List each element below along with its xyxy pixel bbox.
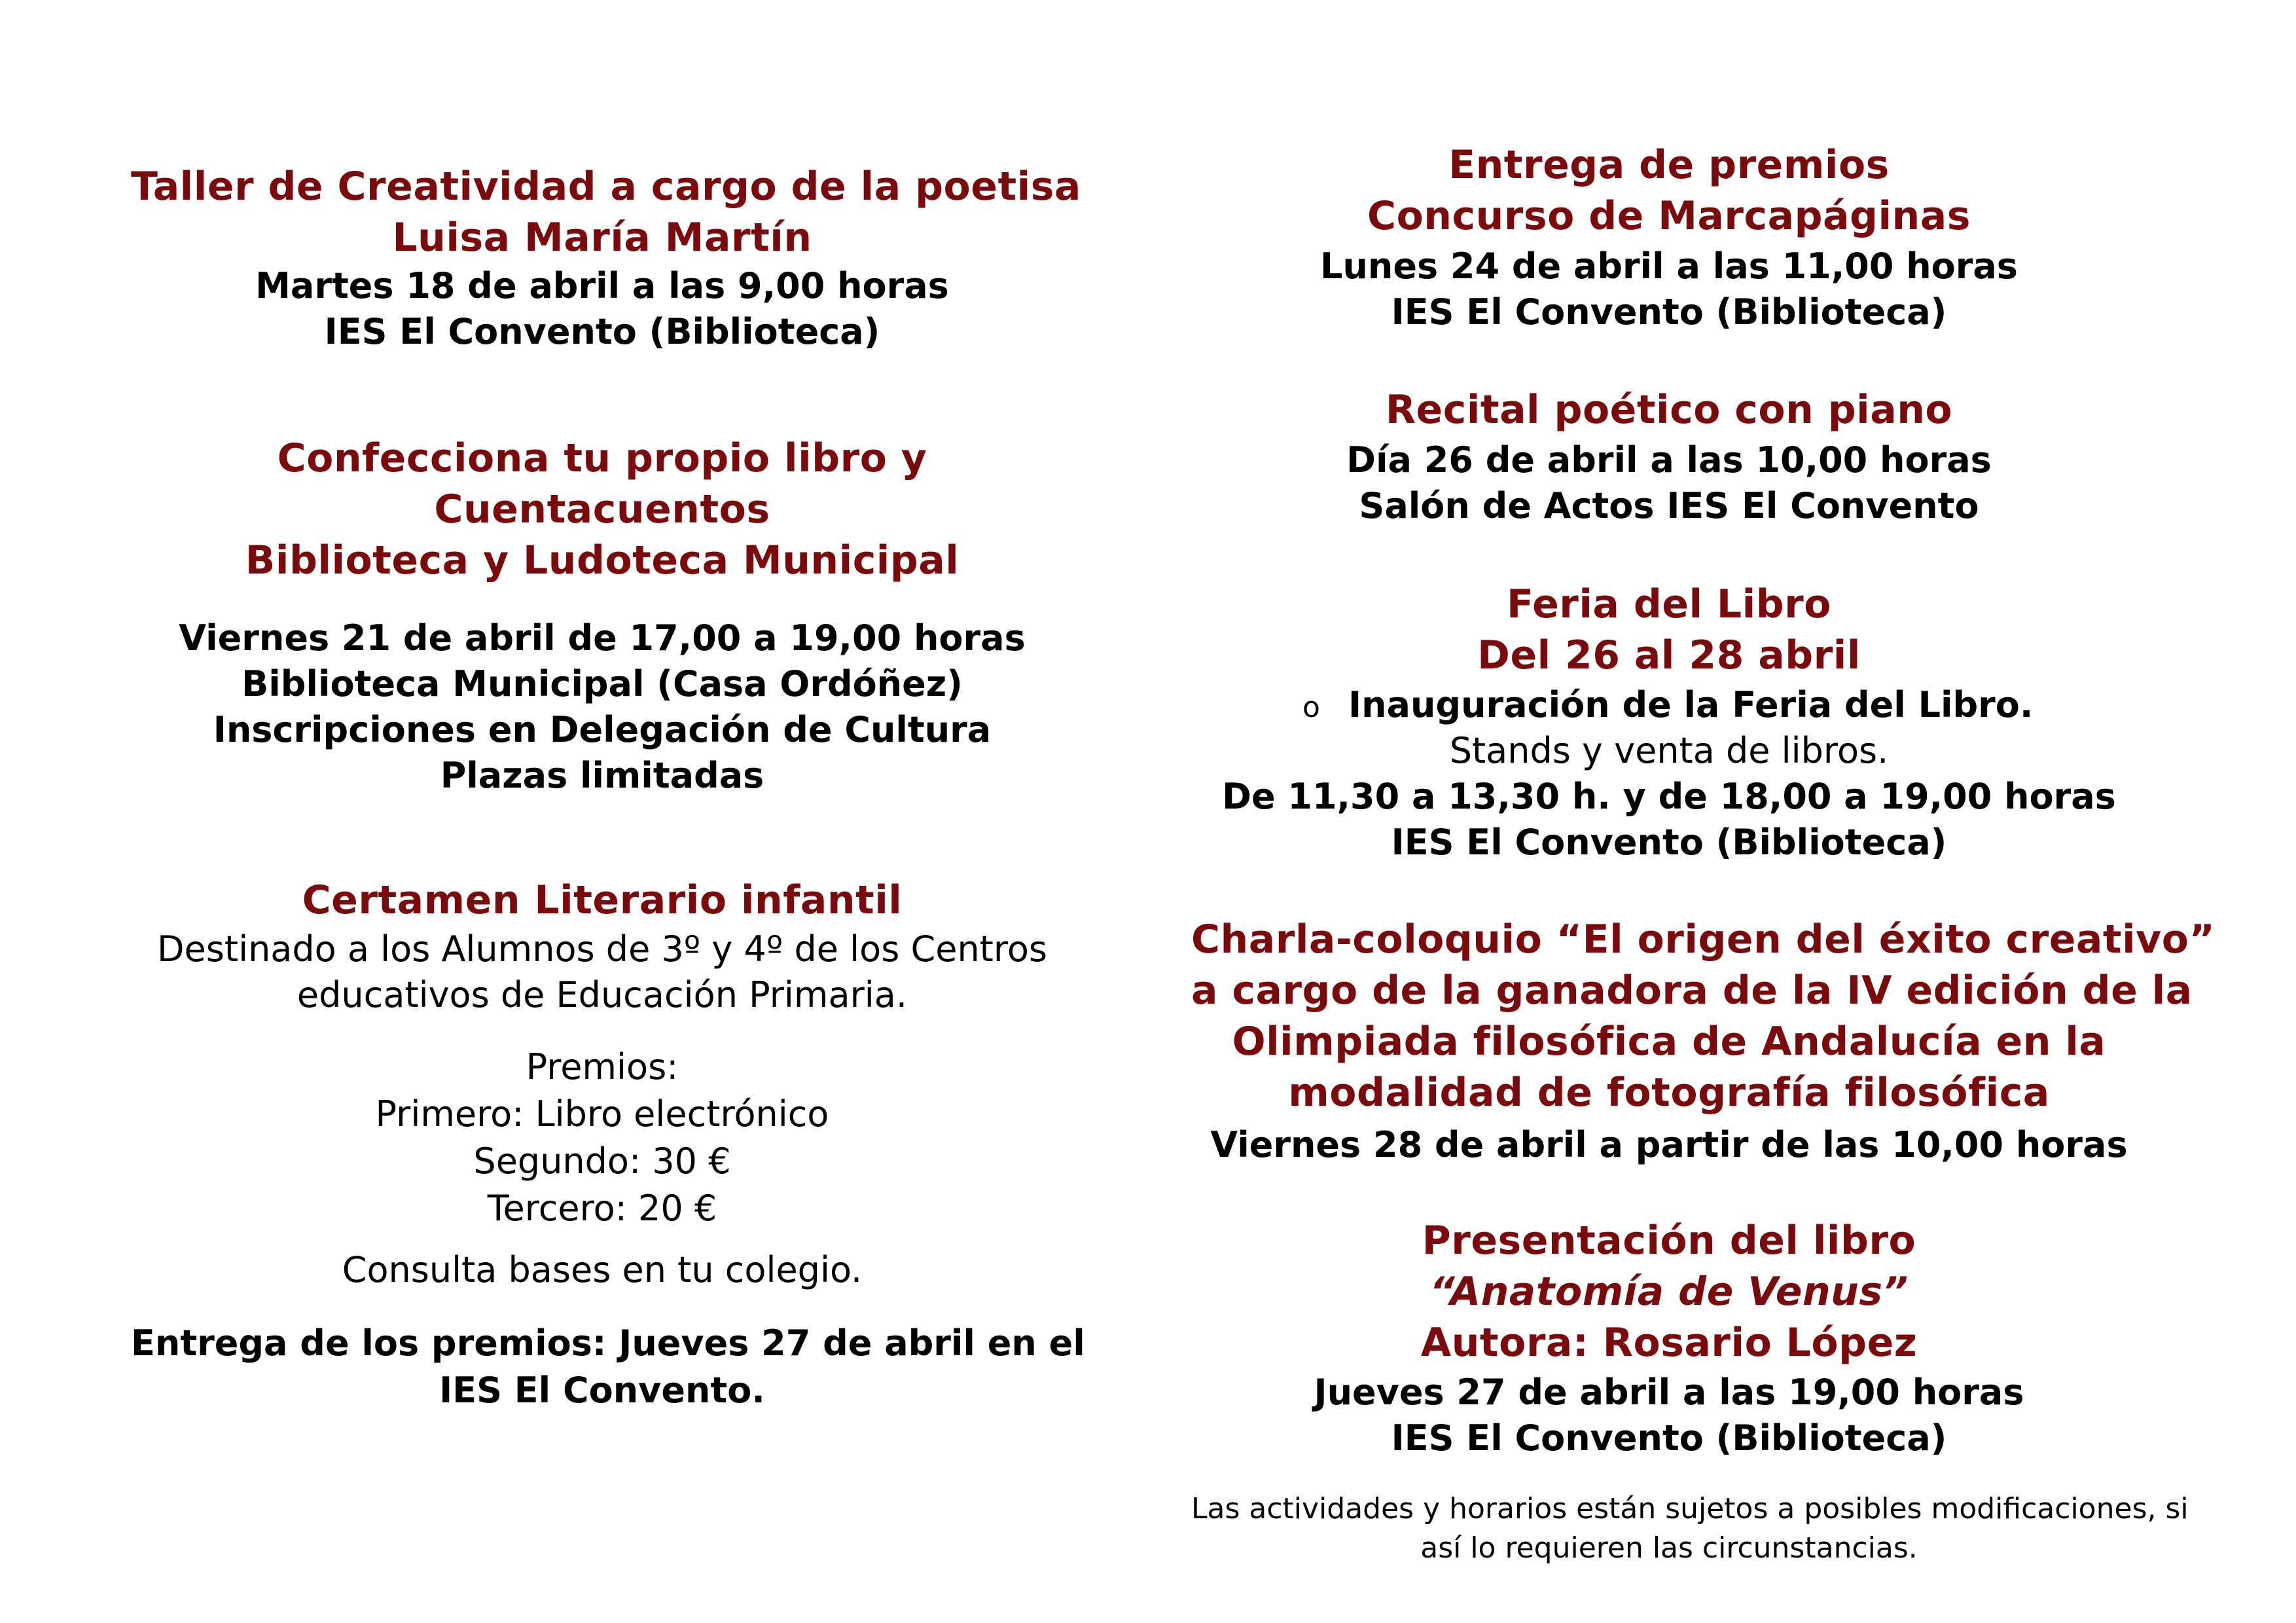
recital-date: Día 26 de abril a las 10,00 horas <box>1346 439 1992 481</box>
recital-place: Salón de Actos IES El Convento <box>1359 485 1979 526</box>
confecciona-date: Viernes 21 de abril de 17,00 a 19,00 horas <box>179 617 1026 659</box>
charla-title-line-1: Charla-coloquio “El origen del éxito creativo” <box>1191 917 2215 962</box>
disclaimer-line-2: así lo requieren las circunstancias. <box>1420 1531 1918 1565</box>
certamen-prize-3: Tercero: 20 € <box>487 1188 717 1229</box>
feria-item-text: Inauguración de la Feria del Libro. <box>1348 684 2034 725</box>
feria-stands: Stands y venta de libros. <box>1449 730 1889 771</box>
entrega-place: IES El Convento (Biblioteca) <box>1391 291 1947 333</box>
feria-place: IES El Convento (Biblioteca) <box>1391 822 1947 863</box>
certamen-description-line-1: Destinado a los Alumnos de 3º y 4º de los Centros <box>156 928 1048 970</box>
feria-title-line-1: Feria del Libro <box>1507 581 1831 627</box>
bullet-icon: o <box>1302 691 1320 724</box>
charla-title-line-2: a cargo de la ganadora de la IV edición de la <box>1191 968 2193 1013</box>
presentacion-title-line-3: Autora: Rosario López <box>1420 1320 1918 1366</box>
taller-place: IES El Convento (Biblioteca) <box>324 311 880 352</box>
presentacion-title-line-1: Presentación del libro <box>1422 1218 1916 1264</box>
presentacion-date: Jueves 27 de abril a las 19,00 horas <box>1314 1372 2024 1413</box>
disclaimer-line-1: Las actividades y horarios están sujetos a posibles modificaciones, si <box>1191 1492 2189 1525</box>
certamen-title: Certamen Literario infantil <box>302 877 903 923</box>
charla-title-line-4: modalidad de fotografía filosófica <box>1288 1070 2050 1116</box>
entrega-date: Lunes 24 de abril a las 11,00 horas <box>1320 246 2018 287</box>
certamen-award-line-2: IES El Convento. <box>439 1370 765 1411</box>
certamen-prize-1: Primero: Libro electrónico <box>375 1093 829 1135</box>
left-column <box>131 0 1085 1623</box>
taller-date: Martes 18 de abril a las 9,00 horas <box>255 265 949 306</box>
confecciona-title-line-1: Confecciona tu propio libro y <box>277 435 927 481</box>
presentacion-title-line-2: “Anatomía de Venus” <box>1429 1269 1909 1315</box>
entrega-title-line-1: Entrega de premios <box>1448 142 1890 188</box>
certamen-prize-2: Segundo: 30 € <box>473 1140 731 1182</box>
right-column <box>1191 0 2215 1623</box>
presentacion-place: IES El Convento (Biblioteca) <box>1391 1417 1947 1459</box>
taller-title-line-1: Taller de Creatividad a cargo de la poetisa <box>131 164 1081 210</box>
recital-title: Recital poético con piano <box>1385 387 1953 433</box>
confecciona-limited: Plazas limitadas <box>440 755 764 796</box>
confecciona-place: Biblioteca Municipal (Casa Ordóñez) <box>242 663 963 704</box>
certamen-award-line-1: Entrega de los premios: Jueves 27 de abril en el <box>131 1322 1085 1364</box>
taller-title-line-2: Luisa María Martín <box>392 215 812 261</box>
certamen-bases: Consulta bases en tu colegio. <box>342 1249 863 1290</box>
charla-title-line-3: Olimpiada filosófica de Andalucía en la <box>1232 1019 2106 1065</box>
certamen-description-line-2: educativos de Educación Primaria. <box>296 974 908 1015</box>
entrega-title-line-2: Concurso de Marcapáginas <box>1367 193 1971 239</box>
confecciona-title-line-2: Cuentacuentos <box>434 486 770 532</box>
feria-title-line-2: Del 26 al 28 abril <box>1477 632 1861 678</box>
confecciona-inscriptions: Inscripciones en Delegación de Cultura <box>213 709 992 750</box>
feria-bullet-item <box>1302 684 2147 725</box>
charla-date: Viernes 28 de abril a partir de las 10,00 horas <box>1210 1124 2128 1165</box>
feria-hours: De 11,30 a 13,30 h. y de 18,00 a 19,00 horas <box>1222 776 2116 817</box>
certamen-prizes-label: Premios: <box>526 1046 679 1087</box>
confecciona-title-line-3: Biblioteca y Ludoteca Municipal <box>245 538 960 583</box>
